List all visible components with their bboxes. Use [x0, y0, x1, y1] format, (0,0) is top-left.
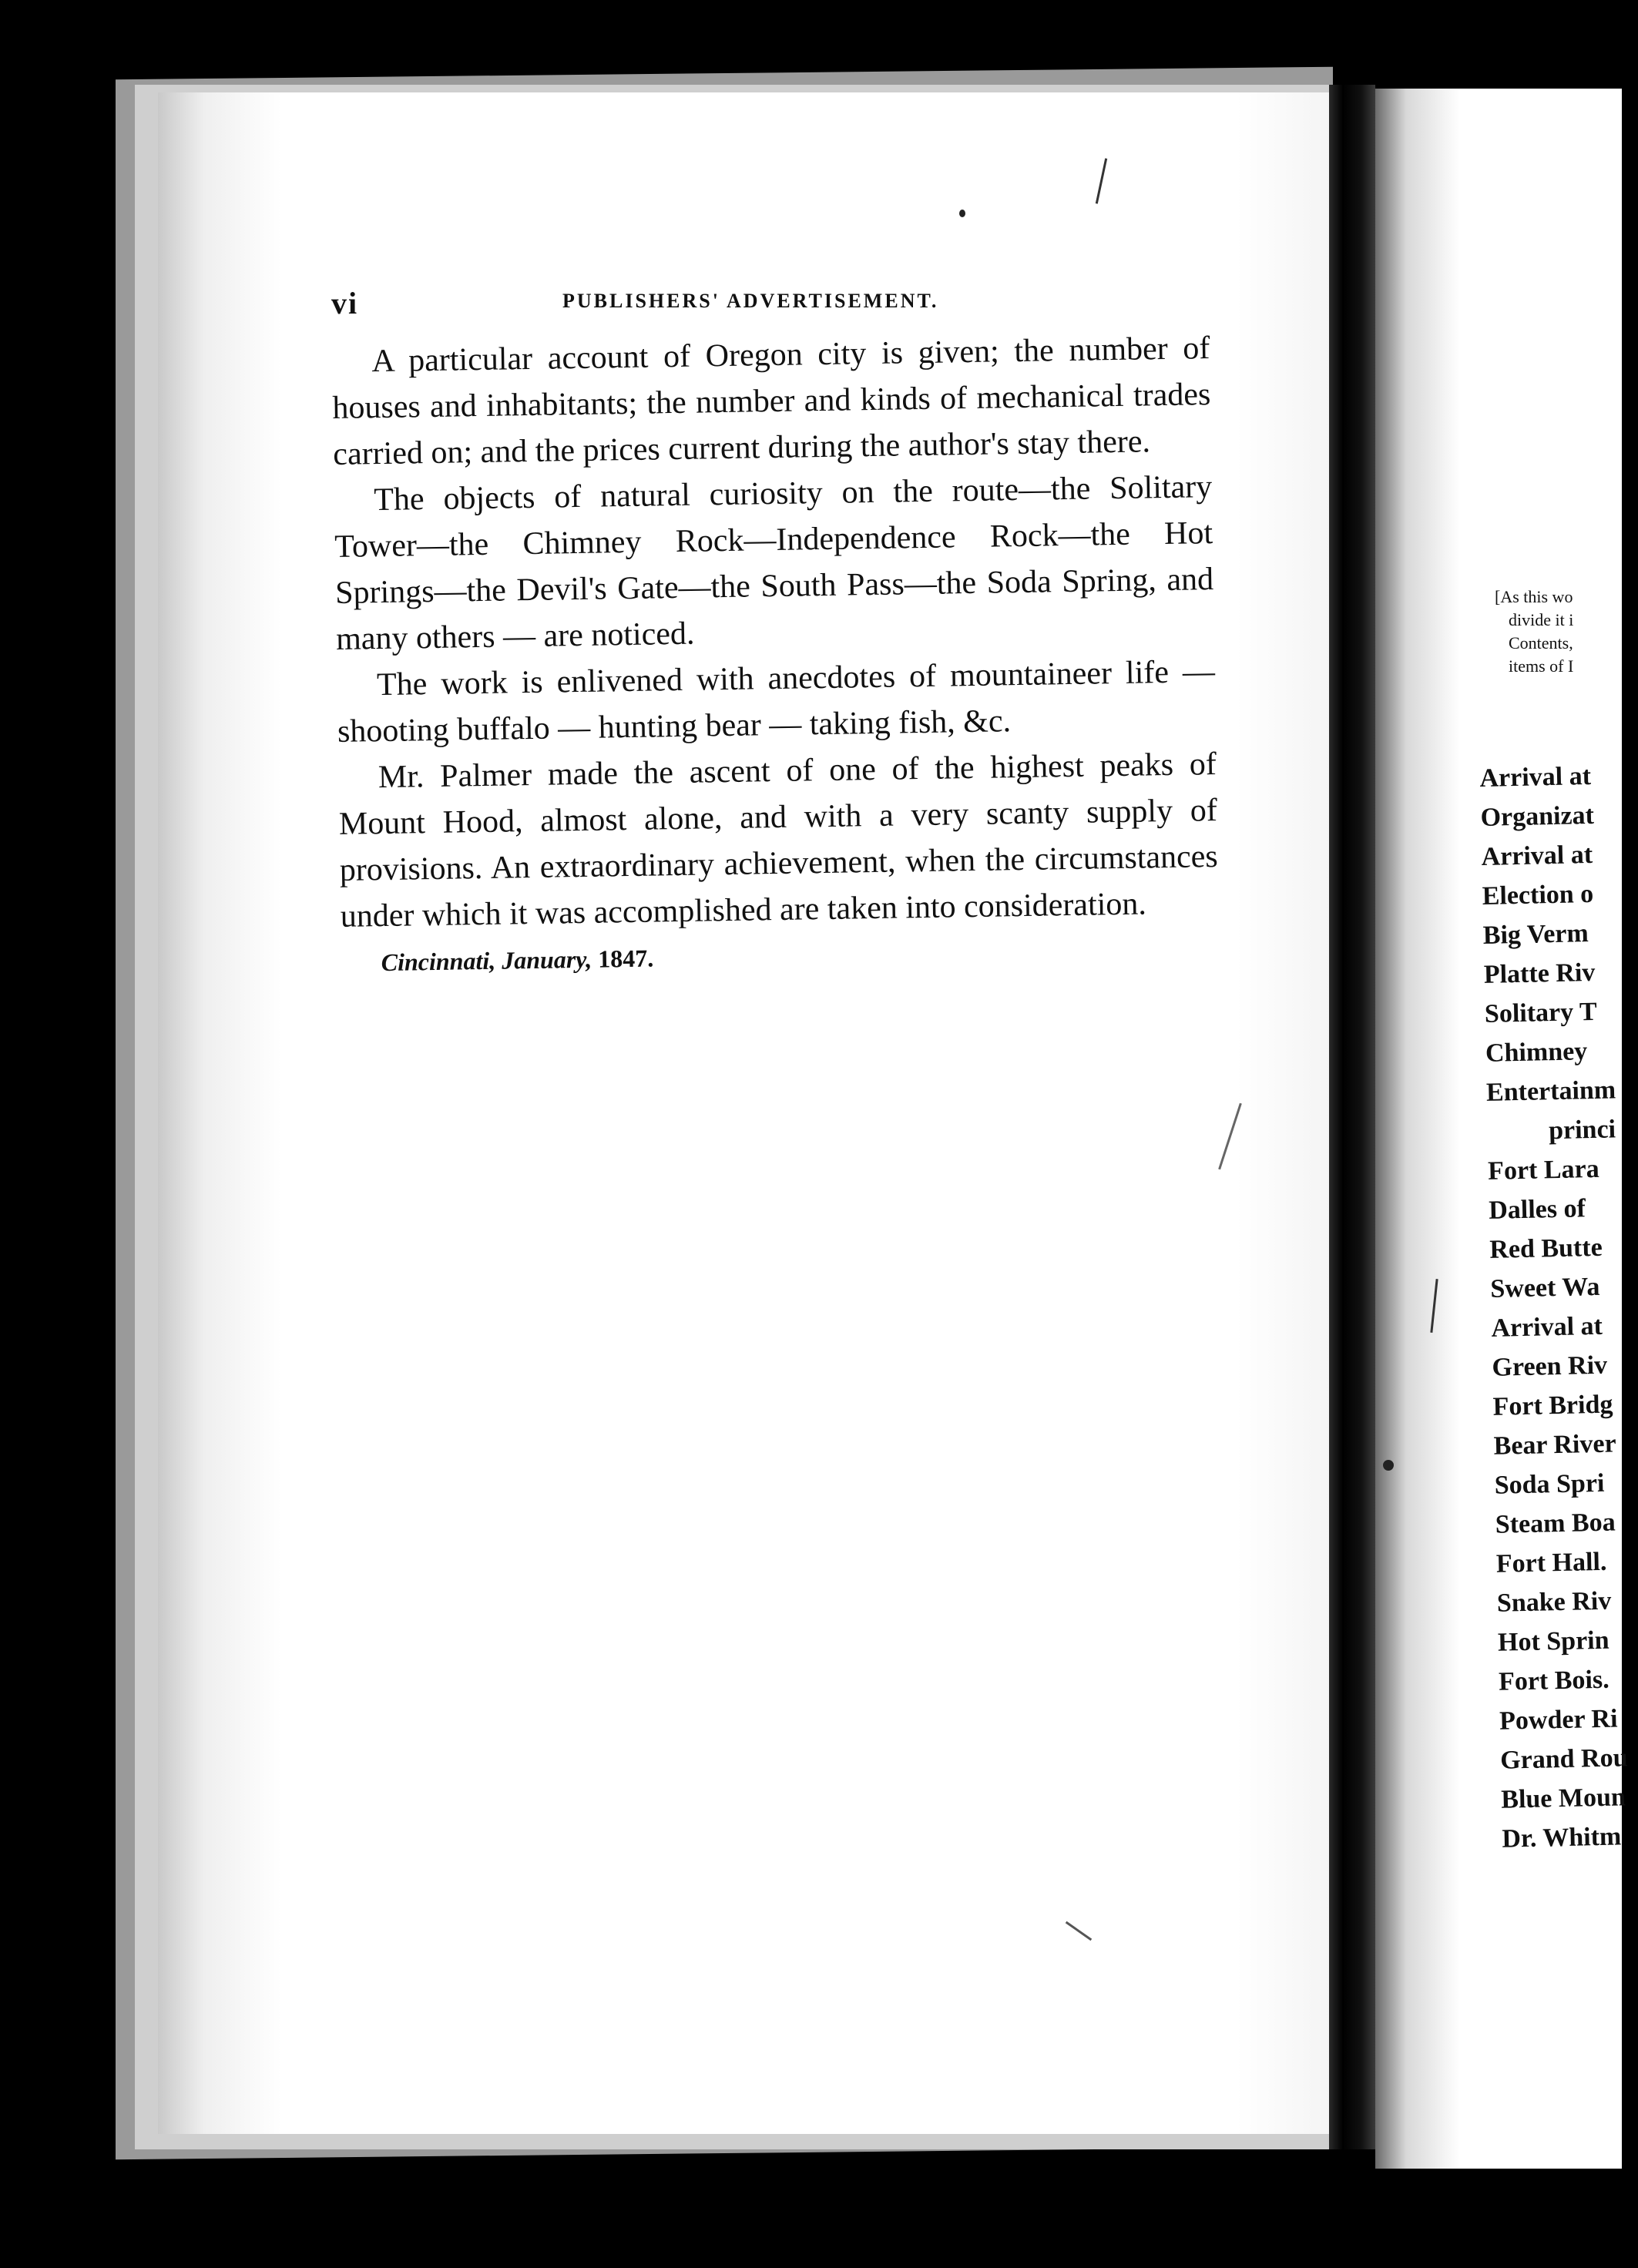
- contents-item: Organizat: [1480, 800, 1595, 832]
- contents-item: Dr. Whitm: [1501, 1822, 1622, 1854]
- contents-item: Big Verm: [1482, 919, 1589, 950]
- contents-item: Red Butte: [1489, 1233, 1603, 1264]
- contents-item: Snake Riv: [1496, 1586, 1612, 1618]
- right-page-note: [1495, 585, 1615, 678]
- contents-item: Platte Riv: [1483, 958, 1596, 989]
- contents-item: Fort Bridg: [1492, 1390, 1613, 1421]
- contents-item: Arrival at: [1491, 1311, 1603, 1343]
- page-header: [331, 285, 1210, 331]
- contents-item: Fort Lara: [1487, 1154, 1600, 1186]
- paragraph: Mr. Palmer made the ascent of one of the highest peaks of Mount Hood, almost alone, and with a very scanty supply of provisions. An extraordinary achievement, when the circumstances under which it was accomplished are taken into consideration.: [338, 746, 1219, 934]
- contents-item: Arrival at: [1479, 761, 1592, 793]
- body-text: [331, 325, 1220, 986]
- note-line: [As this wo: [1495, 587, 1573, 606]
- contents-item: Steam Boa: [1495, 1508, 1616, 1539]
- contents-list: [1479, 756, 1638, 1858]
- contents-item: Arrival at: [1481, 840, 1593, 871]
- dateline-year: 1847.: [597, 944, 654, 973]
- contents-item: Powder Ri: [1499, 1704, 1618, 1736]
- scan-speck: [959, 210, 965, 217]
- contents-item: Fort Bois.: [1498, 1665, 1610, 1696]
- paragraph: The work is enlivened with anecdotes of mountaineer life — shooting buffalo — hunting bear — taking fish, &c.: [337, 654, 1216, 750]
- scan-speck: [1383, 1460, 1394, 1471]
- paragraph: A particular account of Oregon city is given; the number of houses and inhabitants; the number and kinds of mechanical trades carried on; and the prices current during the author's stay there.: [332, 330, 1211, 472]
- contents-item: Entertainm: [1485, 1075, 1616, 1107]
- contents-item: princi: [1548, 1115, 1616, 1146]
- running-head: PUBLISHERS' ADVERTISEMENT.: [562, 290, 939, 312]
- contents-item: Chimney: [1485, 1037, 1588, 1068]
- contents-item: Fort Hall.: [1495, 1547, 1607, 1579]
- contents-item: Bear River: [1493, 1429, 1616, 1461]
- note-line: divide it i: [1509, 610, 1574, 629]
- contents-item: Green Riv: [1492, 1350, 1608, 1382]
- folio-number: vi: [331, 286, 359, 320]
- note-line: items of I: [1509, 656, 1574, 676]
- paragraph: The objects of natural curiosity on the route—the Solitary Tower—the Chimney Rock—Independence Rock—the Hot Springs—the Devil's Gate—the South Pass—the Soda Spring, and many others — are noticed.: [334, 469, 1214, 657]
- dateline-place-date: Cincinnati, January,: [381, 944, 592, 977]
- contents-item: Solitary T: [1484, 997, 1598, 1028]
- note-line: Contents,: [1509, 633, 1573, 653]
- contents-item: Dalles of: [1488, 1194, 1586, 1225]
- contents-item: Grand Rou: [1499, 1743, 1628, 1775]
- book-gutter: [1329, 85, 1375, 2149]
- contents-item: Sweet Wa: [1490, 1272, 1600, 1303]
- contents-item: Hot Sprin: [1497, 1626, 1609, 1657]
- contents-item: Blue Moun: [1500, 1783, 1626, 1814]
- contents-item: Election o: [1482, 879, 1594, 911]
- contents-item: Soda Spri: [1494, 1468, 1605, 1500]
